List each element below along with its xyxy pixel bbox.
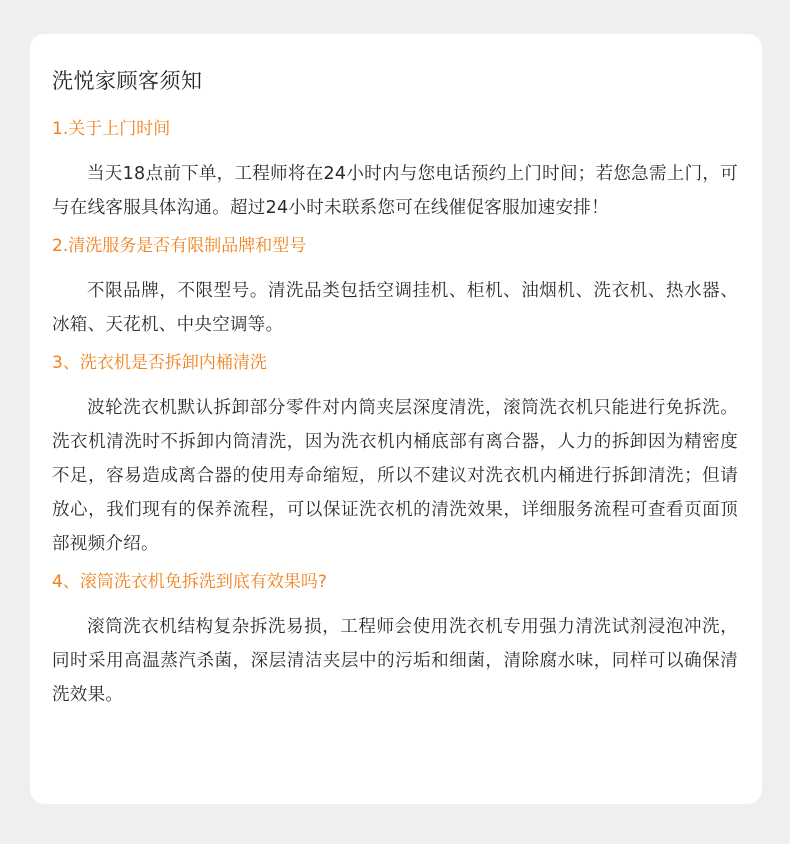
section-body: 不限品牌，不限型号。清洗品类包括空调挂机、柜机、油烟机、洗衣机、热水器、冰箱、天花机、中央空调等。 <box>52 281 738 335</box>
section-heading: 3、洗衣机是否拆卸内桶清洗 <box>52 353 267 373</box>
section-body: 滚筒洗衣机结构复杂拆洗易损，工程师会使用洗衣机专用强力清洗试剂浸泡冲洗，同时采用高温蒸汽杀菌，深层清洁夹层中的污垢和细菌，清除腐水味，同样可以确保清洗效果。 <box>52 617 738 705</box>
faq-section-drum-disassembly <box>52 350 738 561</box>
section-body: 波轮洗衣机默认拆卸部分零件对内筒夹层深度清洗，滚筒洗衣机只能进行免拆洗。洗衣机清洗时不拆卸内筒清洗，因为洗衣机内桶底部有离合器，人力的拆卸因为精密度不足，容易造成离合器的使用寿命缩短，所以不建议对洗衣机内桶进行拆卸清洗；但请放心，我们现有的保养流程，可以保证洗衣机的清洗效果，详细服务流程可查看页面顶部视频介绍。 <box>52 398 738 554</box>
section-heading: 2.清洗服务是否有限制品牌和型号 <box>52 236 307 256</box>
section-body: 当天18点前下单，工程师将在24小时内与您电话预约上门时间；若您急需上门，可与在线客服具体沟通。超过24小时未联系您可在线催促客服加速安排！ <box>52 164 738 218</box>
faq-section-brand-limits <box>52 233 738 342</box>
faq-section-front-loader-effect <box>52 569 738 712</box>
page-title: 洗悦家顾客须知 <box>52 69 203 93</box>
faq-section-upon-visit-time <box>52 116 738 225</box>
notice-card <box>30 34 762 804</box>
section-heading: 4、滚筒洗衣机免拆洗到底有效果吗? <box>52 572 327 592</box>
section-heading: 1.关于上门时间 <box>52 119 171 139</box>
